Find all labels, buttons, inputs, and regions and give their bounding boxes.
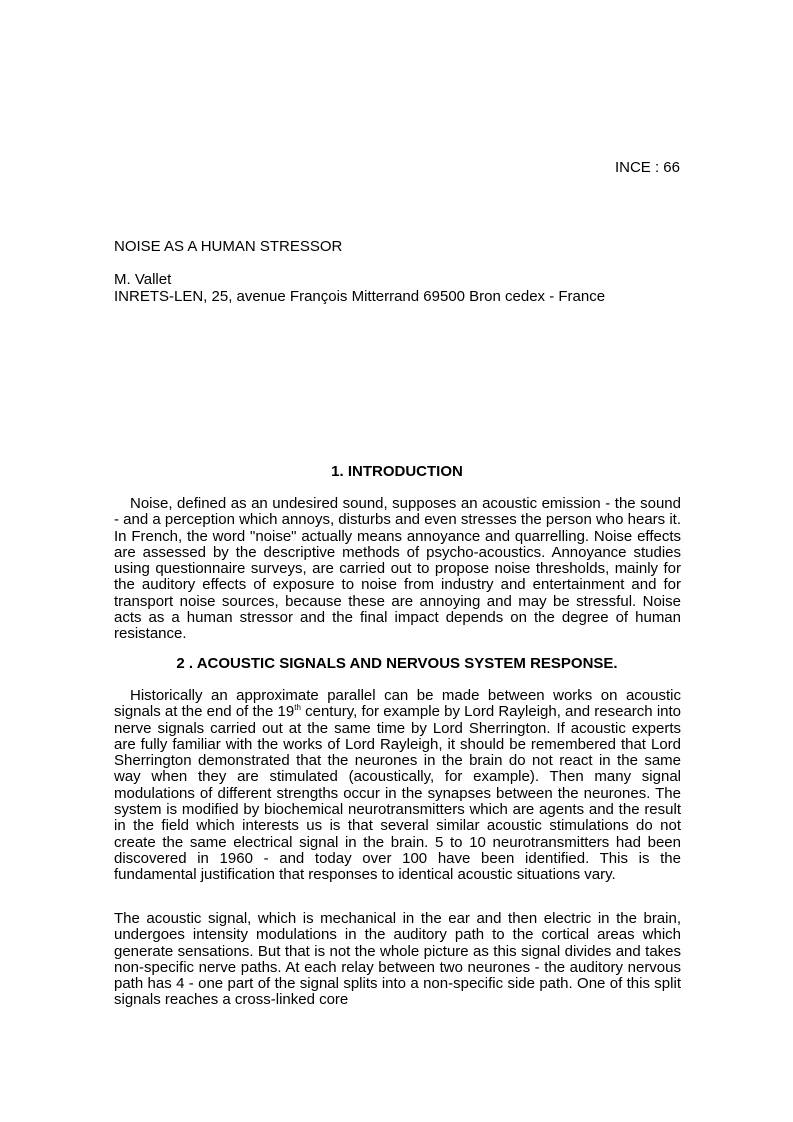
author-affiliation: INRETS-LEN, 25, avenue François Mitterrand 69500 Bron cedex - France bbox=[114, 288, 606, 305]
paper-title: NOISE AS A HUMAN STRESSOR bbox=[114, 238, 343, 255]
section-heading-introduction: 1. INTRODUCTION bbox=[331, 463, 463, 480]
introduction-paragraph: Noise, defined as an undesired sound, supposes an acoustic emission - the sound - and a perception which annoys, disturbs and even stresses the person who hears it. In French, the word "noise" actually means annoyance and quarrelling. Noise effects are assessed by the descriptive methods of psycho-acoustics. Annoyance studies using questionnaire surveys, are carried out to propose noise thresholds, mainly for the auditory effects of exposure to noise from industry and entertainment and for transport noise sources, because these are annoying and may be stressful. Noise acts as a human stressor and the final impact depends on the degree of human resistance. bbox=[114, 495, 681, 643]
section-heading-acoustic-signals: 2 . ACOUSTIC SIGNALS AND NERVOUS SYSTEM RESPONSE. bbox=[176, 655, 618, 672]
paragraph-text-part: century, for example by Lord Rayleigh, and research into nerve signals carried out at the same time by Lord Sherrington. If acoustic experts are fully familiar with the works of Lord Rayleigh, it should be remembered that Lord Sherrington demonstrated that the neurones in the brain do not react in the same way when they are stimulated (acoustically, for example). Then many signal modulations of different strengths occur in the synapses between the neurones. The system is modified by biochemical neurotransmitters which are agents and the result in the field which interests us is that several similar acoustic stimulations do not create the same electrical signal in the brain. 5 to 10 neurotransmitters had been discovered in 1960 - and today over 100 have been identified. This is the fundamental justification that responses to identical acoustic situations vary. bbox=[114, 703, 682, 884]
acoustic-signals-paragraph bbox=[114, 688, 681, 884]
conference-reference: INCE : 66 bbox=[614, 159, 680, 176]
superscript-th: th bbox=[294, 703, 301, 713]
acoustic-signal-path-paragraph: The acoustic signal, which is mechanical in the ear and then electric in the brain, undergoes intensity modulations in the auditory path to the cortical areas which generate sensations. But that is not the whole picture as this signal divides and takes non-specific nerve paths. At each relay between two neurones - the auditory nervous path has 4 - one part of the signal splits into a non-specific side path. One of this split signals reaches a cross-linked core bbox=[114, 910, 681, 1009]
author-name: M. Vallet bbox=[114, 271, 172, 288]
paragraph-text-part: Historically an approximate parallel can be made between works on acoustic signals at the end of the 19 bbox=[114, 687, 681, 721]
